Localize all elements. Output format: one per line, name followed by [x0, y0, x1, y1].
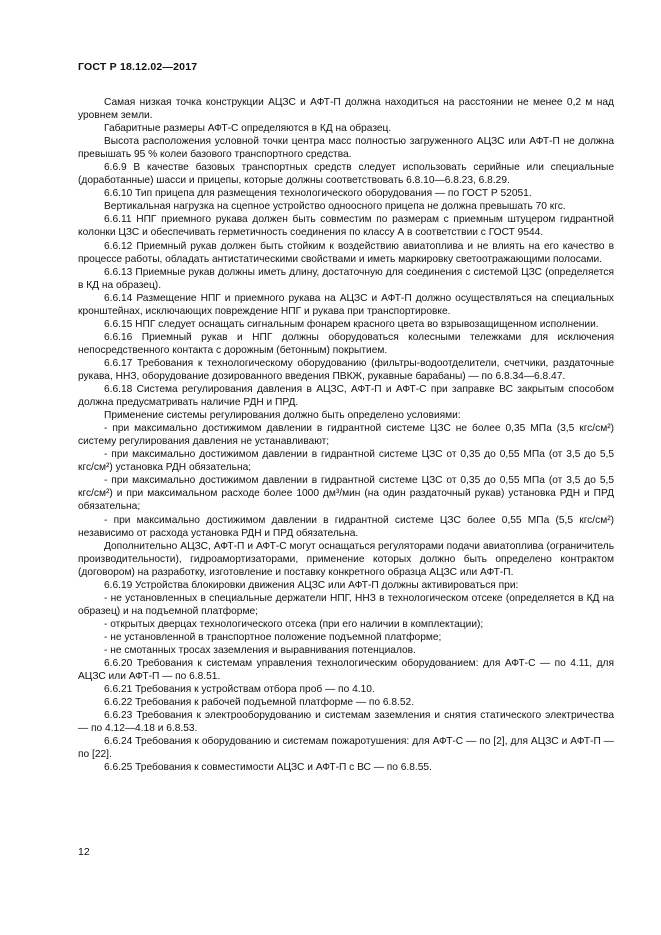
clause-6-6-17: 6.6.17 Требования к технологическому оборудованию (фильтры-водоотделители, счетчики, раздаточные рукава, ННЗ, оборудование дозированного введения ПВКЖ, рукавные барабаны) — по 6.8.34—6.8.47.	[78, 357, 614, 382]
clause-6-6-16: 6.6.16 Приемный рукав и НПГ должны оборудоваться колесными тележками для исключения непосредственного контакта с дорожным (бетонным) покрытием.	[78, 331, 614, 356]
paragraph: Применение системы регулирования должно быть определено условиями:	[104, 410, 461, 422]
clause-6-6-13: 6.6.13 Приемные рукав должны иметь длину, достаточную для соединения с системой ЦЗС (определяется в КД на образец).	[78, 266, 614, 291]
clause-6-6-25: 6.6.25 Требования к совместимости АЦЗС и АФТ-П с ВС — по 6.8.55.	[104, 762, 432, 774]
paragraph: Самая низкая точка конструкции АЦЗС и АФТ-П должна находиться на расстоянии не менее 0,2 м над уровнем земли.	[78, 97, 614, 122]
clause-6-6-10: 6.6.10 Тип прицепа для размещения технологического оборудования — по ГОСТ Р 52051.	[104, 188, 532, 200]
clause-6-6-20: 6.6.20 Требования к системам управления технологическим оборудованием: для АФТ-С — по 4.11, для АЦЗС или АФТ-П — по 6.8.51.	[78, 658, 614, 683]
paragraph: Вертикальная нагрузка на сцепное устройство одноосного прицепа не должна превышать 70 кгс.	[104, 201, 566, 213]
list-item: - открытых дверцах технологического отсека (при его наличии в комплектации);	[104, 618, 484, 630]
clause-6-6-11: 6.6.11 НПГ приемного рукава должен быть совместим по размерам с приемным штуцером гидрантной колонки ЦЗС и обеспечивать герметичность соединения по классу А в соответствии с ГОСТ 9544.	[78, 214, 614, 239]
clause-6-6-24: 6.6.24 Требования к оборудованию и системам пожаротушения: для АФТ-С — по [2], для АЦЗС и АФТ-П — по [22].	[78, 736, 614, 761]
paragraph: Дополнительно АЦЗС, АФТ-П и АФТ-С могут оснащаться регуляторами подачи авиатоплива (ограничитель производительности), гидроамортизаторами, применение которых должно быть определено контрактом (договором) на разработку, изготовление и поставку конкретного образца АЦЗС или АФТ-П.	[78, 540, 614, 578]
list-item: - не установленной в транспортное положение подъемной платформе;	[104, 631, 442, 643]
clause-6-6-19: 6.6.19 Устройства блокировки движения АЦЗС или АФТ-П должны активироваться при:	[104, 579, 519, 591]
clause-6-6-14: 6.6.14 Размещение НПГ и приемного рукава на АЦЗС и АФТ-П должно осуществляться на специальных кронштейнах, исключающих повреждение НПГ и рукава при транспортировке.	[78, 292, 614, 317]
clause-6-6-18: 6.6.18 Система регулирования давления в АЦЗС, АФТ-П и АФТ-С при заправке ВС закрытым способом должна предусматривать наличие РДН и ПРД.	[78, 384, 614, 409]
list-item: - при максимально достижимом давлении в гидрантной системе ЦЗС от 0,35 до 0,55 МПа (от 3,5 до 5,5 кгс/см²) и при максимальном расходе более 1000 дм³/мин (на один раздаточный рукав) установка РДН и ПРД обязательна;	[78, 475, 614, 513]
list-item: - при максимально достижимом давлении в гидрантной системе ЦЗС от 0,35 до 0,55 МПа (от 3,5 до 5,5 кгс/см²) установка РДН обязательна;	[78, 449, 614, 474]
clause-6-6-9: 6.6.9 В качестве базовых транспортных средств следует использовать серийные или специальные (доработанные) шасси и прицепы, которые должны соответствовать 6.8.10—6.8.23, 6.8.29.	[78, 162, 614, 187]
clause-6-6-21: 6.6.21 Требования к устройствам отбора проб — по 4.10.	[104, 684, 375, 696]
clause-6-6-23: 6.6.23 Требования к электрооборудованию и системам заземления и снятия статического электричества — по 4.12—4.18 и 6.8.53.	[78, 710, 614, 735]
page-number: 12	[78, 846, 90, 858]
clause-6-6-22: 6.6.22 Требования к рабочей подъемной платформе — по 6.8.52.	[104, 697, 415, 709]
list-item: - не установленных в специальные держатели НПГ, ННЗ в технологическом отсеке (определяется в КД на образец) и на подъемной платформе;	[78, 592, 614, 617]
document-header: ГОСТ Р 18.12.02—2017	[78, 61, 198, 73]
list-item: - при максимально достижимом давлении в гидрантной системе ЦЗС не более 0,35 МПа (3,5 кгс/см²) систему регулирования давления не устанавливают;	[78, 423, 614, 448]
list-item: - не смотанных тросах заземления и выравнивания потенциалов.	[104, 644, 416, 656]
document-body	[78, 96, 614, 774]
clause-6-6-15: 6.6.15 НПГ следует оснащать сигнальным фонарем красного цвета во взрывозащищенном исполнении.	[104, 318, 599, 330]
clause-6-6-12: 6.6.12 Приемный рукав должен быть стойким к воздействию авиатоплива и не влиять на его качество в процессе работы, обладать антистатическими свойствами и иметь маркировку светоотражающими полосами.	[78, 240, 614, 265]
paragraph: Габаритные размеры АФТ-С определяются в КД на образец.	[104, 123, 392, 135]
paragraph: Высота расположения условной точки центра масс полностью загруженного АЦЗС или АФТ-П не должна превышать 95 % колеи базового транспортного средства.	[78, 136, 614, 161]
list-item: - при максимально достижимом давлении в гидрантной системе ЦЗС более 0,55 МПа (5,5 кгс/см²) независимо от расхода установка РДН и ПРД обязательна.	[78, 514, 614, 539]
